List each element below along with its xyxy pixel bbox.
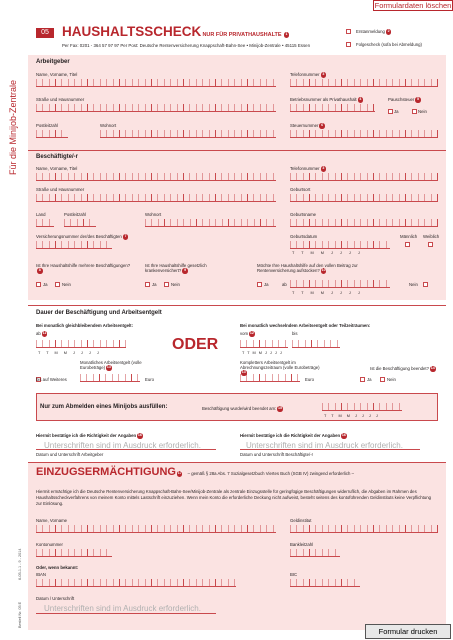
einzug-iban-field[interactable]	[36, 579, 236, 587]
einzug-bankleitzahl-label: Bankleitzahl	[290, 542, 314, 547]
dauer-ab-datefmt: T T M M J J J J	[38, 351, 99, 355]
dauer-vom-label: vom 12	[240, 331, 254, 336]
q1-ja-label: Ja	[43, 282, 48, 287]
einzug-sig-placeholder: Unterschriften sind im Ausdruck erforderlich.	[44, 604, 201, 613]
q2-nein-checkbox[interactable]	[164, 282, 169, 287]
dauer-heading: Dauer der Beschäftigung und Arbeitsentgelt	[36, 310, 162, 316]
erstanmeldung-label: Erstanmeldung 2	[356, 29, 390, 34]
einzug-kontonummer-label: Kontonummer	[36, 542, 63, 547]
q2-ja-label: Ja	[152, 282, 157, 287]
einzug-geldinstitut-field[interactable]	[290, 525, 438, 533]
be-weiblich-label: Weiblich	[423, 234, 440, 239]
beendet-label: Ist die Beschäftigung beendet? 14	[370, 366, 435, 371]
erstanmeldung-checkbox[interactable]	[346, 29, 351, 34]
be-geburtsname-field[interactable]	[290, 219, 438, 227]
beschaeftigte-heading: Beschäftigte/-r	[36, 154, 79, 160]
dauer-left-label: Bei monatlich gleichbleibendem Arbeitsentgelt:	[36, 323, 134, 328]
dauer-vom-datefmt: T T M M J J J J	[242, 351, 282, 355]
clear-form-button[interactable]: Formulardaten löschen	[374, 1, 452, 10]
monatlich-field[interactable]	[80, 374, 140, 382]
folgescheck-label: Folgescheck (sofa bei Abmeldung)	[356, 42, 422, 47]
ag-strasse-label: Straße und Hausnummer	[36, 97, 85, 102]
sig-right-field[interactable]	[240, 449, 420, 450]
q1-nein-checkbox[interactable]	[55, 282, 60, 287]
komplett-label: Kompletters Arbeitsentgelt im Abrechnungszeitraum (volle Eurobeträge)13	[240, 360, 320, 375]
q3-datefmt: T T M M J J J J	[292, 291, 360, 295]
ag-plz-label: Postleitzahl	[36, 123, 58, 128]
dauer-bis-label: bis	[292, 331, 298, 336]
ag-betriebsnummer-field[interactable]	[290, 104, 375, 112]
einzug-kontonummer-field[interactable]	[36, 549, 112, 557]
dauer-bis-field[interactable]	[292, 340, 340, 348]
ag-betriebsnummer-label: Betriebsnummer als Privathaushalt 4	[290, 97, 362, 102]
weiblich-checkbox[interactable]	[428, 242, 433, 247]
ag-telefon-field[interactable]	[290, 79, 438, 87]
oder-label: ODER	[172, 336, 219, 353]
ag-pauschsteuer-label: Pauschsteuer 5	[388, 97, 420, 102]
ag-wohnort-label: Wohnort	[100, 123, 117, 128]
be-geburtsdatum-label: Geburtsdatum	[290, 234, 318, 239]
be-datefmt: T T M M J J J J	[292, 251, 360, 255]
ag-strasse-field[interactable]	[36, 104, 276, 112]
einzug-oder-label: Oder, wenn bekannt:	[36, 565, 79, 570]
komplett-euro-label: Euro	[305, 377, 315, 382]
dauer-ab-label: ab 11	[36, 331, 47, 336]
sidebar-label: Für die Minijob-Zentrale	[8, 79, 18, 175]
be-geburtsort-field[interactable]	[290, 194, 438, 202]
pauschsteuer-ja-label: Ja	[394, 109, 399, 114]
be-strasse-field[interactable]	[36, 194, 276, 202]
q2-ja-checkbox[interactable]	[145, 282, 150, 287]
q1-nein-label: Nein	[62, 282, 71, 287]
q3-nein-checkbox[interactable]	[423, 282, 428, 287]
bis-auf-weiteres-label: bis auf Weiteres	[36, 377, 67, 382]
ag-steuernummer-label: Steuernummer 6	[290, 123, 324, 128]
dauer-ab-field[interactable]	[36, 340, 126, 348]
ag-plz-field[interactable]	[36, 130, 68, 138]
be-versicherung-label: Versicherungsnummer der/des Beschäftigten 7	[36, 234, 127, 239]
einzug-name-label: Name, Vorname	[36, 518, 68, 523]
einzug-bic-label: BIC	[290, 572, 298, 577]
sig-left-placeholder: Unterschriften sind im Ausdruck erforderlich.	[44, 441, 201, 450]
q3-ab-field[interactable]	[290, 280, 390, 288]
footer-code: 6-05-1.1 - 9 - 2014	[18, 548, 22, 580]
einzug-text: Hiermit ermächtige ich die Deutsche Rentenversicherung Knappschaft-Bahn-See/Minijob-Zentrale als zentrale Einzugsstelle für geringfügige Beschäftigungen widerruflich, die Abgaben im Rahmen des Haushaltsscheckverfahrens von meinem Konto mittels Lastschrift einzuziehen. Wenn mein Konto die erforderliche Deckung nicht aufweist, besteht seitens des kontoführenden Geldinstituts keine Verpflichtung zur Einlösung.	[36, 489, 431, 507]
be-telefon-field[interactable]	[290, 173, 438, 181]
abmelden-beendet-label: Beschäftigung wurde/wird beendet am: 15	[202, 406, 283, 411]
dauer-vom-field[interactable]	[240, 340, 288, 348]
q3-ja-checkbox[interactable]	[257, 282, 262, 287]
be-q2-label: Ist Ihre Haushaltshilfe gesetzlich krankenversichert? 9	[145, 263, 207, 273]
be-name-label: Name, Vorname, Titel	[36, 166, 78, 171]
sig-left-field[interactable]	[36, 449, 216, 450]
abmelden-text: Nur zum Abmelden eines Minijobs ausfüllen:	[40, 404, 168, 410]
ag-wohnort-field[interactable]	[100, 130, 276, 138]
dauer-section-divider	[28, 305, 446, 306]
be-geburtsort-label: Geburtsort	[290, 187, 311, 192]
be-q3-label: Möchte Ihre Haushaltshilfe auf den vollen Beitrag zur Rentenversicherung aufstocken? 10	[257, 263, 358, 273]
beendet-ja-label: Ja	[367, 377, 372, 382]
be-geburtsdatum-field[interactable]	[290, 241, 390, 249]
pauschsteuer-nein-label: Nein	[418, 109, 427, 114]
sig-right-placeholder: Unterschriften sind im Ausdruck erforderlich.	[246, 441, 403, 450]
pauschsteuer-nein-checkbox[interactable]	[412, 109, 417, 114]
einzug-datum-label: Datum / Unterschrift	[36, 596, 75, 601]
be-plz-field[interactable]	[64, 219, 96, 227]
form-number: 05	[41, 29, 49, 36]
beendet-nein-checkbox[interactable]	[380, 377, 385, 382]
folgescheck-checkbox[interactable]	[346, 42, 351, 47]
beendet-nein-label: Nein	[387, 377, 396, 382]
einzug-name-field[interactable]	[36, 525, 276, 533]
header-contact: Per Fax: 0201 - 364 57 97 97 Per Post: Deutsche Rentenversicherung Knappschaft-Bahn-See • Minijob-Zentrale • 45115 Essen	[62, 43, 311, 48]
einzug-geldinstitut-label: Geldinstitut	[290, 518, 312, 523]
sig-right-label: Hiermit bestätige ich die Richtigkeit der Angaben 16	[240, 433, 346, 438]
be-versicherung-field[interactable]	[36, 241, 112, 249]
be-land-field[interactable]	[36, 219, 54, 227]
dauer-right-label: Bei monatlich wechselndem Arbeitsentgelt oder Teilzeiträumen:	[240, 323, 371, 328]
sig-left-label: Hiermit bestätige ich die Richtigkeit der Angaben 16	[36, 433, 142, 438]
be-maennlich-label: Männlich	[400, 234, 418, 239]
print-form-button[interactable]: Formular drucken	[365, 624, 451, 639]
be-geburtsname-label: Geburtsname	[290, 212, 317, 217]
be-land-label: Land	[36, 212, 46, 217]
q2-nein-label: Nein	[171, 282, 180, 287]
q3-ja-label: Ja	[264, 282, 269, 287]
be-wohnort-label: Wohnort	[145, 212, 162, 217]
monatlich-label: Monatliches Arbeitsentgelt (volle Eurobeträge) 13	[80, 360, 142, 370]
be-strasse-label: Straße und Hausnummer	[36, 187, 85, 192]
pauschsteuer-ja-checkbox[interactable]	[388, 109, 393, 114]
q3-nein-label: Nein	[409, 282, 418, 287]
sig-right-caption: Datum und Unterschrift Beschäftigte/-r	[240, 452, 314, 457]
be-q1-label: Ist Ihre Haushaltshilfe mehrere Beschäftigungen?8	[36, 263, 131, 273]
maennlich-checkbox[interactable]	[405, 242, 410, 247]
q3-ab-label: ab	[282, 282, 287, 287]
be-wohnort-field[interactable]	[145, 219, 276, 227]
einzug-sig-field[interactable]	[36, 613, 216, 614]
be-name-field[interactable]	[36, 173, 276, 181]
einzug-heading: EINZUGSERMÄCHTIGUNG 17 – gemäß § 28a Abs. 7 Sozialgesetzbuch Viertes Buch (SGB IV) zwingend erforderlich –	[36, 466, 355, 478]
monatlich-euro-label: Euro	[145, 377, 155, 382]
einzug-iban-label: IBAN	[36, 572, 47, 577]
be-plz-label: Postleitzahl	[64, 212, 86, 217]
q1-ja-checkbox[interactable]	[36, 282, 41, 287]
ag-telefon-label: Telefonnummer 3	[290, 72, 325, 77]
sig-left-caption: Datum und Unterschrift Arbeitgeber	[36, 452, 104, 457]
komplett-field[interactable]	[240, 374, 300, 382]
beendet-ja-checkbox[interactable]	[360, 377, 365, 382]
arbeitgeber-heading: Arbeitgeber	[36, 59, 70, 65]
be-telefon-label: Telefonnummer 3	[290, 166, 325, 171]
ag-steuernummer-field[interactable]	[290, 130, 438, 138]
footer-form: Bestell Nr. 05 E	[18, 601, 22, 628]
abmelden-date-field[interactable]	[322, 403, 402, 411]
einzug-bankleitzahl-field[interactable]	[290, 549, 340, 557]
abmelden-datefmt: T T M M J J J J	[324, 414, 378, 418]
ag-name-label: Name, Vorname, Titel	[36, 72, 78, 77]
ag-name-field[interactable]	[36, 79, 276, 87]
einzug-bic-field[interactable]	[290, 579, 360, 587]
form-title: HAUSHALTSSCHECK NUR FÜR PRIVATHAUSHALTE 1	[62, 24, 288, 39]
